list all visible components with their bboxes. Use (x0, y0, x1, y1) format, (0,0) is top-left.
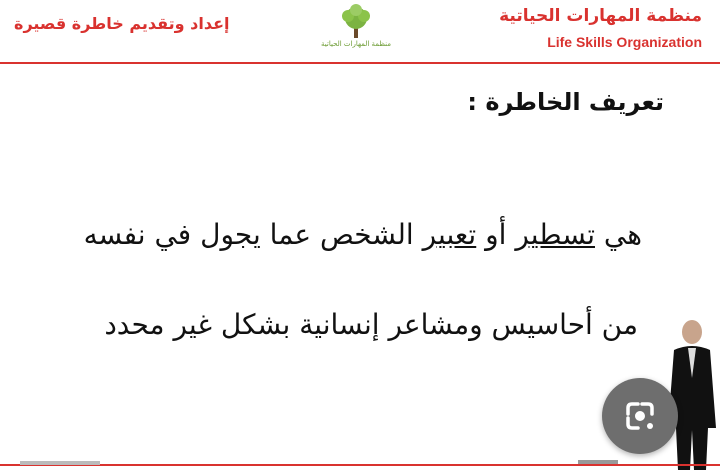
google-lens-button[interactable] (602, 378, 678, 454)
footer-mark-left (20, 461, 100, 465)
header-title: إعداد وتقديم خاطرة قصيرة (14, 14, 230, 33)
tree-logo-icon (300, 4, 412, 40)
header-divider (0, 62, 720, 64)
line1-end: الشخص عما يجول في نفسه (83, 218, 423, 251)
logo-text: منظمة المهارات الحياتية (321, 40, 391, 48)
org-name-english: Life Skills Organization (547, 34, 702, 50)
underlined-word-2: تعبير (422, 218, 477, 251)
underlined-word-1: تسطير (515, 218, 595, 251)
org-name-arabic: منظمة المهارات الحياتية (499, 6, 702, 26)
footer-mark-right (578, 460, 618, 464)
organization-logo (300, 4, 412, 56)
line1-mid: أو (476, 218, 516, 251)
definition-line-1 (84, 218, 642, 251)
line1-start: هي (594, 218, 642, 251)
slide-header (0, 0, 720, 62)
definition-line-2: من أحاسيس ومشاعر إنسانية بشكل غير محدد (104, 308, 638, 341)
slide-heading: تعريف الخاطرة : (467, 88, 664, 116)
google-lens-icon (602, 378, 678, 454)
footer-divider (0, 464, 720, 466)
